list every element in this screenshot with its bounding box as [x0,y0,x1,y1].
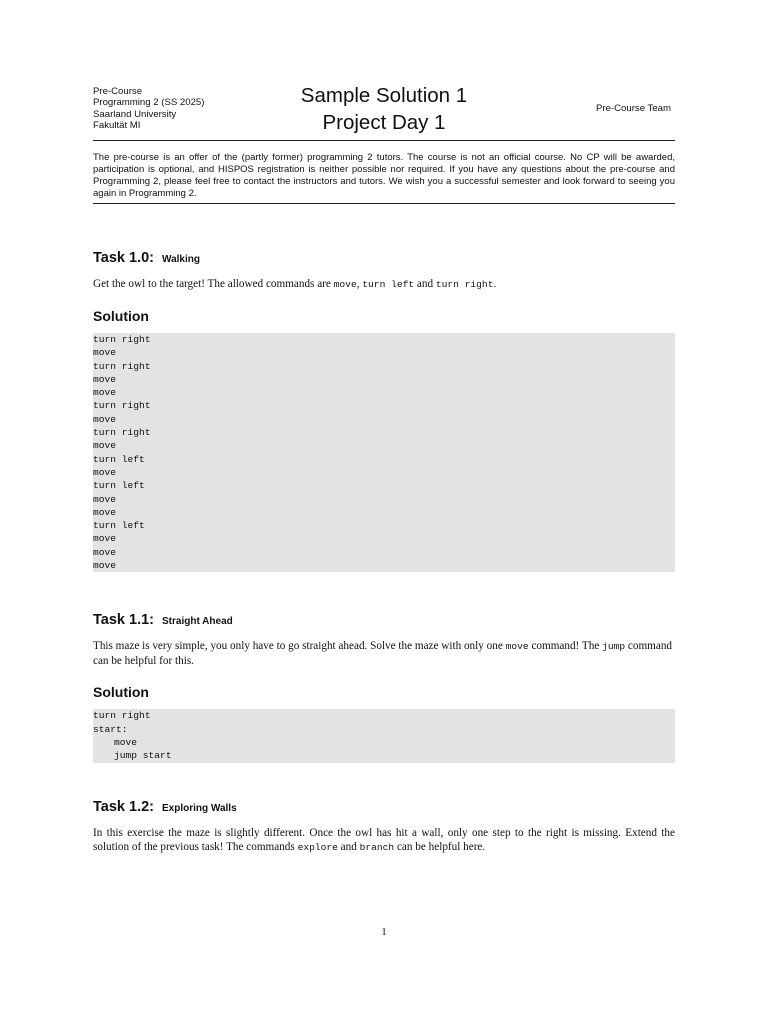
document-title-block [93,82,675,136]
desc-text: This maze is very simple, you only have to go straight ahead. Solve the maze with only one [93,640,506,653]
code-line: move [93,373,117,385]
code-line: move [93,506,117,518]
course-info-line: Fakultät MI [93,120,141,132]
inline-code: move [333,279,357,290]
task-name: Straight Ahead [162,616,233,628]
document-title: Sample Solution 1 [300,84,468,107]
task-heading [93,250,675,266]
document-header [93,84,675,140]
course-info-line: Programming 2 (SS 2025) [93,97,205,109]
task-number: Task 1.2: [93,798,154,815]
code-line: move [93,387,117,399]
desc-text: can be helpful here. [394,840,486,853]
task-heading [93,799,675,815]
code-line: move [93,546,117,558]
desc-text: . [493,278,497,290]
page-number: 1 [381,926,387,938]
inline-code: turn right [435,279,494,290]
code-line: move [93,347,117,359]
code-line: turn right [93,710,151,722]
task-section [93,799,675,855]
code-line: move [93,560,117,572]
code-line: turn left [93,520,145,532]
code-line: move [93,413,117,425]
desc-text: and [337,840,360,853]
code-line: turn right [93,334,151,345]
document-page [93,84,675,855]
task-number: Task 1.0: [93,250,154,266]
task-section [93,250,675,572]
inline-code: explore [297,841,338,853]
code-line: turn right [93,360,151,372]
inline-code: turn left [362,279,415,290]
task-description [93,639,675,668]
code-line: move [93,466,117,478]
code-block [93,709,675,762]
code-line: move [93,440,117,452]
task-heading [93,612,675,628]
desc-text: , [356,278,363,290]
intro-divider [93,203,675,204]
inline-code: branch [359,841,395,853]
course-info-line: Pre-Course [93,86,143,97]
desc-text: command can be helpful for this. [93,640,673,668]
inline-code: move [505,641,529,653]
code-line: move [93,493,117,505]
task-description [93,826,675,855]
desc-text: Get the owl to the target! The allowed commands are [93,278,334,290]
task-name: Walking [162,254,200,265]
desc-text: In this exercise the maze is slightly different. Once the owl has hit a wall, only one step to the right is missing. Extend the solution of the previous task! The commands [93,826,675,853]
code-block [93,333,675,572]
solution-heading: Solution [93,684,149,701]
code-line: move [114,736,138,748]
task-name: Exploring Walls [162,802,237,814]
code-line: turn left [93,480,145,492]
code-line: turn right [93,400,151,412]
inline-code: jump [602,641,626,653]
author-team: Pre-Course Team [595,103,671,114]
desc-text: and [414,278,436,290]
code-line: turn left [93,453,145,465]
header-divider [93,140,675,141]
task-description [93,277,675,292]
code-line: turn right [93,427,151,439]
code-line: start: [93,723,128,735]
course-info-line: Saarland University [93,108,177,120]
document-subtitle: Project Day 1 [322,111,446,134]
code-line: move [93,533,117,545]
intro-paragraph: The pre-course is an offer of the (partly former) programming 2 tutors. The course is not an official course. No CP will be awarded, participation is optional, and HISPOS registration is neither possible nor required. If you have any questions about the pre-course and Programming 2, please feel free to contact the instructors and tutors. We wish you a successful semester and look forward to seeing you again in Programming 2. [93,152,675,199]
desc-text: command! The [528,640,603,653]
task-section [93,612,675,762]
solution-heading: Solution [93,308,149,324]
task-number: Task 1.1: [93,612,154,629]
code-line: jump start [114,750,172,762]
